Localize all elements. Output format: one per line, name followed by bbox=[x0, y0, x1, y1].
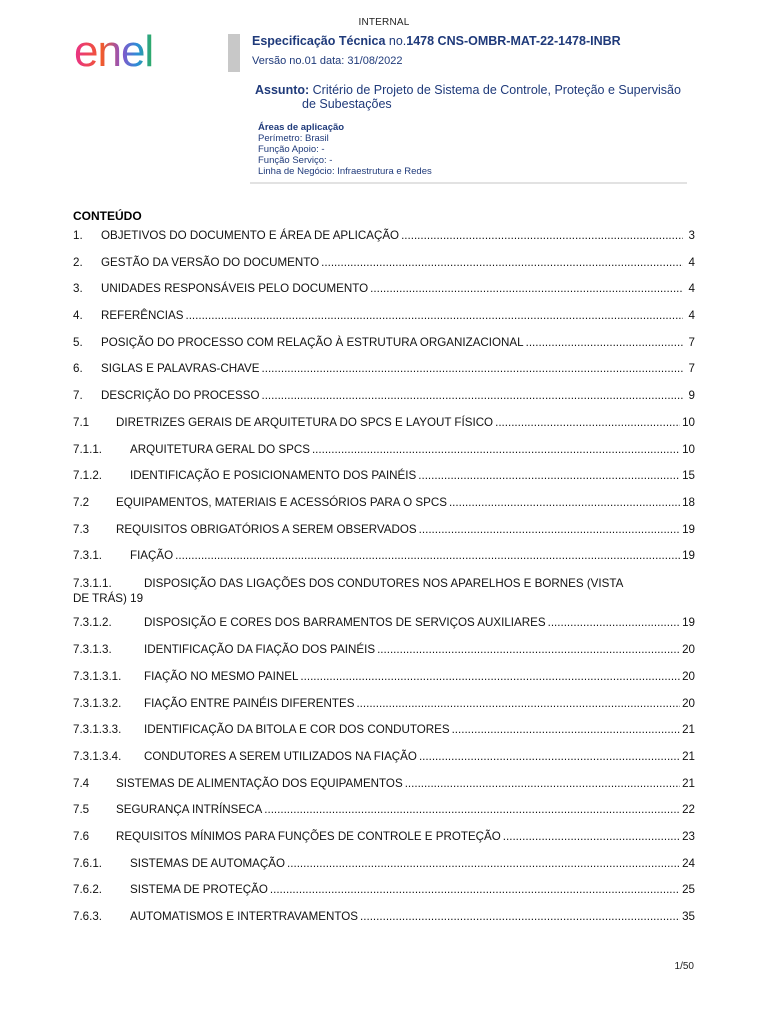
toc-entry[interactable] bbox=[73, 229, 695, 256]
toc-entry[interactable] bbox=[73, 910, 695, 937]
toc-entry-page: 3 bbox=[688, 229, 695, 242]
toc-entry-page: 19 bbox=[130, 591, 144, 605]
toc-entry-title: SISTEMA DE PROTEÇÃO bbox=[130, 883, 268, 897]
toc-entry-number: 7.3.1.3.1. bbox=[73, 669, 122, 683]
toc-entry-title: GESTÃO DA VERSÃO DO DOCUMENTO bbox=[101, 255, 320, 269]
table-of-contents bbox=[73, 229, 695, 937]
toc-entry-number: 5. bbox=[73, 335, 83, 349]
toc-dot-leader bbox=[370, 282, 683, 295]
toc-dot-leader bbox=[377, 643, 680, 656]
toc-entry-page: 24 bbox=[682, 856, 695, 870]
toc-dot-leader bbox=[270, 883, 680, 896]
toc-entry-title: CONDUTORES A SEREM UTILIZADOS NA FIAÇÃO bbox=[144, 749, 417, 763]
toc-entry-number: 4. bbox=[73, 309, 83, 323]
toc-dot-leader bbox=[405, 777, 680, 790]
toc-entry[interactable] bbox=[73, 857, 695, 884]
toc-dot-leader bbox=[261, 389, 683, 402]
toc-entry-number: 7.4 bbox=[73, 776, 90, 790]
header-divider bbox=[250, 182, 687, 184]
toc-entry-title: POSIÇÃO DO PROCESSO COM RELAÇÃO À ESTRUTURA ORGANIZACIONAL bbox=[101, 335, 524, 349]
toc-entry-title: OBJETIVOS DO DOCUMENTO E ÁREA DE APLICAÇÃO bbox=[101, 229, 400, 242]
toc-entry-title: SISTEMAS DE AUTOMAÇÃO bbox=[130, 856, 286, 870]
toc-dot-leader bbox=[175, 549, 680, 562]
toc-dot-leader bbox=[548, 616, 681, 629]
toc-dot-leader bbox=[503, 830, 680, 843]
toc-entry-title: IDENTIFICAÇÃO DA FIAÇÃO DOS PAINÉIS bbox=[144, 643, 376, 657]
toc-entry[interactable] bbox=[73, 670, 695, 697]
header-accent-bar bbox=[228, 34, 240, 72]
toc-dot-leader bbox=[452, 723, 681, 736]
toc-entry-number: 7.3.1.3.3. bbox=[73, 723, 122, 737]
toc-entry-title: FIAÇÃO bbox=[130, 549, 174, 563]
toc-dot-leader bbox=[264, 803, 680, 816]
toc-entry-title: DIRETRIZES GERAIS DE ARQUITETURA DO SPCS E LAYOUT FÍSICO bbox=[116, 415, 494, 429]
toc-entry[interactable] bbox=[73, 282, 695, 309]
toc-dot-leader bbox=[419, 523, 680, 536]
toc-entry-title: FIAÇÃO NO MESMO PAINEL bbox=[144, 669, 299, 683]
toc-entry-number: 7.3.1. bbox=[73, 549, 103, 563]
toc-dot-leader bbox=[287, 857, 680, 870]
toc-entry-page: 7 bbox=[688, 335, 695, 349]
toc-entry-page: 25 bbox=[682, 883, 695, 897]
application-areas bbox=[258, 122, 432, 177]
toc-entry[interactable] bbox=[73, 777, 695, 804]
toc-entry-page: 18 bbox=[682, 495, 695, 509]
subject bbox=[255, 83, 705, 111]
toc-entry[interactable] bbox=[73, 830, 695, 857]
toc-entry-number: 2. bbox=[73, 255, 83, 269]
toc-entry-page: 35 bbox=[682, 910, 695, 923]
toc-entry-page: 23 bbox=[682, 829, 695, 843]
subject-label: Assunto: bbox=[255, 83, 310, 97]
toc-entry-title: DESCRIÇÃO DO PROCESSO bbox=[101, 389, 260, 403]
toc-entry[interactable] bbox=[73, 643, 695, 670]
toc-entry-number: 7.3 bbox=[73, 522, 90, 536]
toc-entry-page: 19 bbox=[682, 549, 695, 563]
toc-dot-leader bbox=[526, 336, 683, 349]
toc-entry-page: 21 bbox=[682, 749, 695, 763]
toc-entry-number: 7.1.2. bbox=[73, 469, 103, 483]
toc-dot-leader bbox=[321, 256, 683, 269]
toc-entry[interactable] bbox=[73, 389, 695, 416]
toc-entry-number: 6. bbox=[73, 362, 83, 376]
toc-entry-number: 7.3.1.1. bbox=[73, 576, 112, 590]
toc-entry[interactable] bbox=[73, 803, 695, 830]
classification-label: INTERNAL bbox=[358, 17, 410, 28]
toc-dot-leader bbox=[449, 496, 680, 509]
toc-entry-page: 4 bbox=[688, 282, 695, 296]
toc-entry[interactable] bbox=[73, 336, 695, 363]
funcao-apoio: Função Apoio: - bbox=[258, 144, 325, 155]
toc-entry-number: 7.3.1.2. bbox=[73, 616, 112, 630]
toc-entry-wrapped bbox=[73, 576, 623, 606]
subject-line1: Critério de Projeto de Sistema de Controle, Proteção e Supervisão bbox=[312, 83, 681, 97]
toc-entry-page: 7 bbox=[688, 362, 695, 376]
toc-entry-number: 7.6.3. bbox=[73, 910, 103, 923]
toc-entry-page: 10 bbox=[682, 442, 695, 456]
toc-entry-number: 7.1.1. bbox=[73, 442, 103, 456]
toc-entry[interactable] bbox=[73, 443, 695, 470]
toc-entry[interactable] bbox=[73, 416, 695, 443]
toc-entry-page: 22 bbox=[682, 803, 695, 817]
toc-entry[interactable] bbox=[73, 256, 695, 283]
toc-dot-leader bbox=[360, 910, 680, 923]
toc-entry-page: 21 bbox=[682, 776, 695, 790]
toc-dot-leader bbox=[419, 750, 680, 763]
toc-entry[interactable] bbox=[73, 697, 695, 724]
toc-entry-page: 10 bbox=[682, 415, 695, 429]
toc-dot-leader bbox=[312, 443, 680, 456]
toc-entry-page: 19 bbox=[682, 616, 695, 630]
toc-entry-title: DISPOSIÇÃO DAS LIGAÇÕES DOS CONDUTORES NOS APARELHOS E BORNES (VISTA bbox=[144, 576, 624, 590]
page-indicator: 1/50 bbox=[674, 961, 694, 972]
toc-entry-page: 9 bbox=[688, 389, 695, 403]
toc-entry[interactable] bbox=[73, 549, 695, 576]
svg-text:enel: enel bbox=[74, 28, 154, 74]
toc-entry-title: IDENTIFICAÇÃO DA BITOLA E COR DOS CONDUTORES bbox=[144, 723, 450, 737]
toc-entry-title: REFERÊNCIAS bbox=[101, 309, 184, 323]
toc-entry[interactable] bbox=[73, 576, 695, 617]
linha-negocio: Linha de Negócio: Infraestrutura e Redes bbox=[258, 166, 432, 177]
toc-entry-title: SISTEMAS DE ALIMENTAÇÃO DOS EQUIPAMENTOS bbox=[116, 776, 403, 790]
toc-dot-leader bbox=[185, 309, 683, 322]
spec-title bbox=[252, 34, 621, 48]
toc-entry-page: 19 bbox=[682, 522, 695, 536]
toc-entry-title-continued: DE TRÁS) bbox=[73, 591, 127, 605]
toc-entry-number: 7.3.1.3.2. bbox=[73, 696, 122, 710]
toc-entry[interactable] bbox=[73, 883, 695, 910]
spec-code: 1478 CNS-OMBR-MAT-22-1478-INBR bbox=[406, 34, 621, 48]
toc-dot-leader bbox=[262, 362, 683, 375]
toc-entry-page: 20 bbox=[682, 669, 695, 683]
toc-dot-leader bbox=[356, 697, 680, 710]
perimetro: Perímetro: Brasil bbox=[258, 133, 329, 144]
toc-entry[interactable] bbox=[73, 469, 695, 496]
toc-entry-number: 7.1 bbox=[73, 415, 90, 429]
spec-no-label: no. bbox=[388, 34, 407, 48]
toc-title: CONTEÚDO bbox=[73, 209, 142, 223]
toc-entry-number: 3. bbox=[73, 282, 83, 296]
toc-entry[interactable] bbox=[73, 723, 695, 750]
toc-entry-title: EQUIPAMENTOS, MATERIAIS E ACESSÓRIOS PARA O SPCS bbox=[116, 495, 447, 509]
toc-entry-number: 7.3.1.3. bbox=[73, 643, 112, 657]
version-line: Versão no.01 data: 31/08/2022 bbox=[252, 55, 403, 67]
toc-entry-title: SIGLAS E PALAVRAS-CHAVE bbox=[101, 362, 260, 376]
toc-entry[interactable] bbox=[73, 750, 695, 777]
toc-entry-page: 4 bbox=[688, 309, 695, 323]
spec-label: Especificação Técnica bbox=[252, 34, 386, 48]
toc-entry-page: 20 bbox=[682, 643, 695, 657]
enel-logo bbox=[74, 28, 184, 74]
toc-entry-page: 20 bbox=[682, 696, 695, 710]
toc-entry-title: AUTOMATISMOS E INTERTRAVAMENTOS bbox=[130, 910, 359, 923]
toc-entry-title: REQUISITOS OBRIGATÓRIOS A SEREM OBSERVADOS bbox=[116, 522, 417, 536]
toc-entry-page: 4 bbox=[688, 255, 695, 269]
toc-dot-leader bbox=[495, 416, 680, 429]
toc-entry-title: IDENTIFICAÇÃO E POSICIONAMENTO DOS PAINÉIS bbox=[130, 469, 417, 483]
toc-entry[interactable] bbox=[73, 496, 695, 523]
toc-entry-number: 7.3.1.3.4. bbox=[73, 749, 122, 763]
toc-dot-leader bbox=[401, 229, 683, 242]
toc-entry-number: 1. bbox=[73, 229, 83, 242]
toc-entry-title: REQUISITOS MÍNIMOS PARA FUNÇÕES DE CONTROLE E PROTEÇÃO bbox=[116, 829, 501, 843]
toc-dot-leader bbox=[418, 469, 680, 482]
funcao-servico: Função Serviço: - bbox=[258, 155, 333, 166]
toc-dot-leader bbox=[300, 670, 680, 683]
toc-entry-title: SEGURANÇA INTRÍNSECA bbox=[116, 803, 263, 817]
toc-entry-title: UNIDADES RESPONSÁVEIS PELO DOCUMENTO bbox=[101, 282, 369, 296]
toc-entry-number: 7.6 bbox=[73, 829, 90, 843]
toc-entry[interactable] bbox=[73, 362, 695, 389]
toc-entry-number: 7. bbox=[73, 389, 83, 403]
subject-line2: de Subestações bbox=[302, 97, 392, 111]
toc-entry-page: 15 bbox=[682, 469, 695, 483]
toc-entry-number: 7.2 bbox=[73, 495, 90, 509]
toc-entry-title: ARQUITETURA GERAL DO SPCS bbox=[130, 442, 310, 456]
toc-entry-number: 7.6.1. bbox=[73, 856, 103, 870]
toc-entry[interactable] bbox=[73, 309, 695, 336]
toc-entry[interactable] bbox=[73, 616, 695, 643]
toc-entry[interactable] bbox=[73, 523, 695, 550]
areas-label: Áreas de aplicação bbox=[258, 122, 345, 133]
toc-entry-number: 7.6.2. bbox=[73, 883, 103, 897]
toc-entry-title: DISPOSIÇÃO E CORES DOS BARRAMENTOS DE SERVIÇOS AUXILIARES bbox=[144, 616, 546, 630]
toc-entry-page: 21 bbox=[682, 723, 695, 737]
toc-entry-title: FIAÇÃO ENTRE PAINÉIS DIFERENTES bbox=[144, 696, 355, 710]
toc-entry-number: 7.5 bbox=[73, 803, 90, 817]
